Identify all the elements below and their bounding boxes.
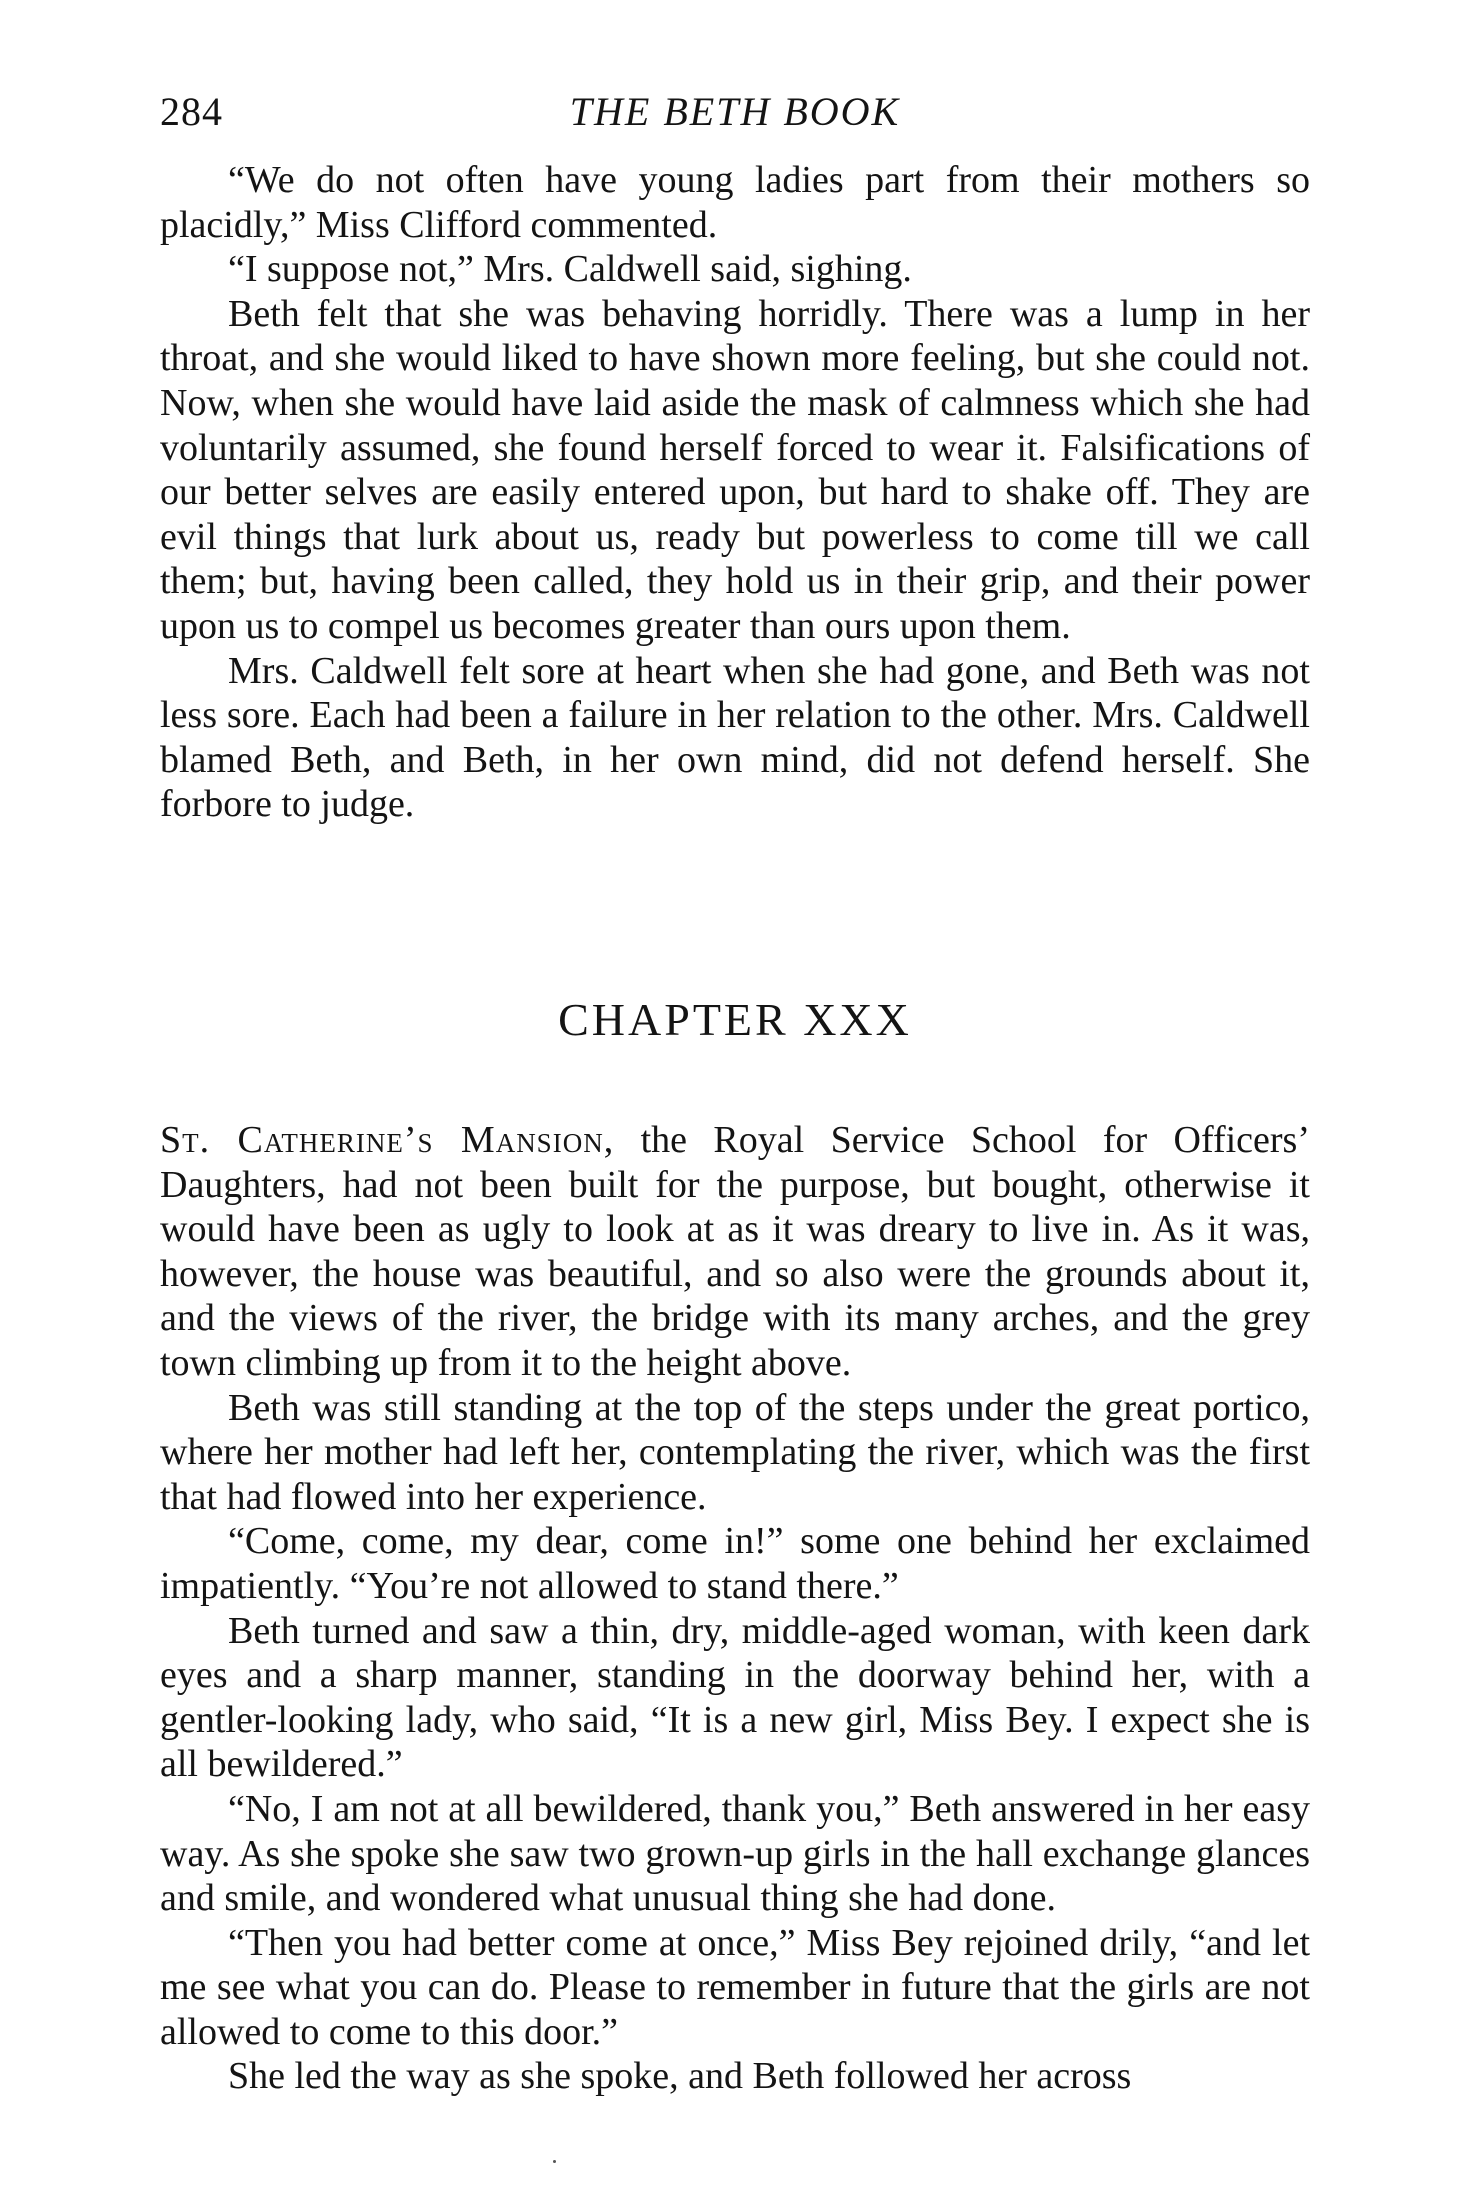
- opening-paragraph: [160, 1118, 1310, 1386]
- paragraph: Beth felt that she was behaving horridly. There was a lump in her throat, and she would liked to have shown more feeling, but she could not. Now, when she would have laid aside the mask of calmness which she had voluntarily assumed, she found herself forced to wear it. Falsifications of our better selves are easily entered upon, but hard to shake off. They are evil things that lurk about us, ready but powerless to come till we call them; but, having been called, they hold us in their grip, and their power upon us to compel us becomes greater than ours upon them.: [160, 292, 1310, 647]
- paragraph: Beth turned and saw a thin, dry, middle-aged woman, with keen dark eyes and a sharp manner, standing in the doorway behind her, with a gentler-looking lady, who said, “It is a new girl, Miss Bey. I expect she is all bewildered.”: [160, 1609, 1310, 1786]
- paragraph: “We do not often have young ladies part from their mothers so placidly,” Miss Clifford commented.: [160, 159, 1310, 246]
- text-block-chapter: [160, 1118, 1310, 2099]
- running-head: [160, 82, 1310, 142]
- text-block-previous-chapter: [160, 158, 1310, 827]
- opening-text: the Royal Service School for Officers’ Daughters, had not been built for the purpose, but bought, otherwise it would have been as ugly to look at as it was dreary to live in. As it was, however, the house was beautiful, and so also were the grounds about it, and the views of the river, the bridge with its many arches, and the grey town climbing up from it to the height above.: [160, 1119, 1310, 1384]
- paragraph: “I suppose not,” Mrs. Caldwell said, sighing.: [228, 248, 912, 291]
- running-title: THE BETH BOOK: [569, 89, 901, 134]
- paragraph: “Then you had better come at once,” Miss Bey rejoined drily, “and let me see what you can do. Please to remember in future that the girls are not allowed to come to this door.”: [160, 1921, 1310, 2053]
- opening-smallcaps: St. Catherine’s Mansion,: [160, 1119, 615, 1161]
- paragraph: Mrs. Caldwell felt sore at heart when she had gone, and Beth was not less sore. Each had been a failure in her relation to the other. Mrs. Caldwell blamed Beth, and Beth, in her own mind, did not defend herself. She forbore to judge.: [160, 649, 1310, 826]
- paragraph: Beth was still standing at the top of the steps under the great portico, where her mother had left her, contemplating the river, which was the first that had flowed into her experience.: [160, 1386, 1310, 1518]
- chapter-heading: CHAPTER XXX: [558, 994, 912, 1045]
- paragraph: She led the way as she spoke, and Beth followed her across: [228, 2055, 1132, 2098]
- paragraph: “Come, come, my dear, come in!” some one behind her exclaimed impatiently. “You’re not allowed to stand there.”: [160, 1520, 1310, 1607]
- print-speck: [553, 2160, 556, 2163]
- page-number: 284: [160, 89, 223, 134]
- paragraph: “No, I am not at all bewildered, thank you,” Beth answered in her easy way. As she spoke she saw two grown-up girls in the hall exchange glances and smile, and wondered what unusual thing she had done.: [160, 1787, 1310, 1920]
